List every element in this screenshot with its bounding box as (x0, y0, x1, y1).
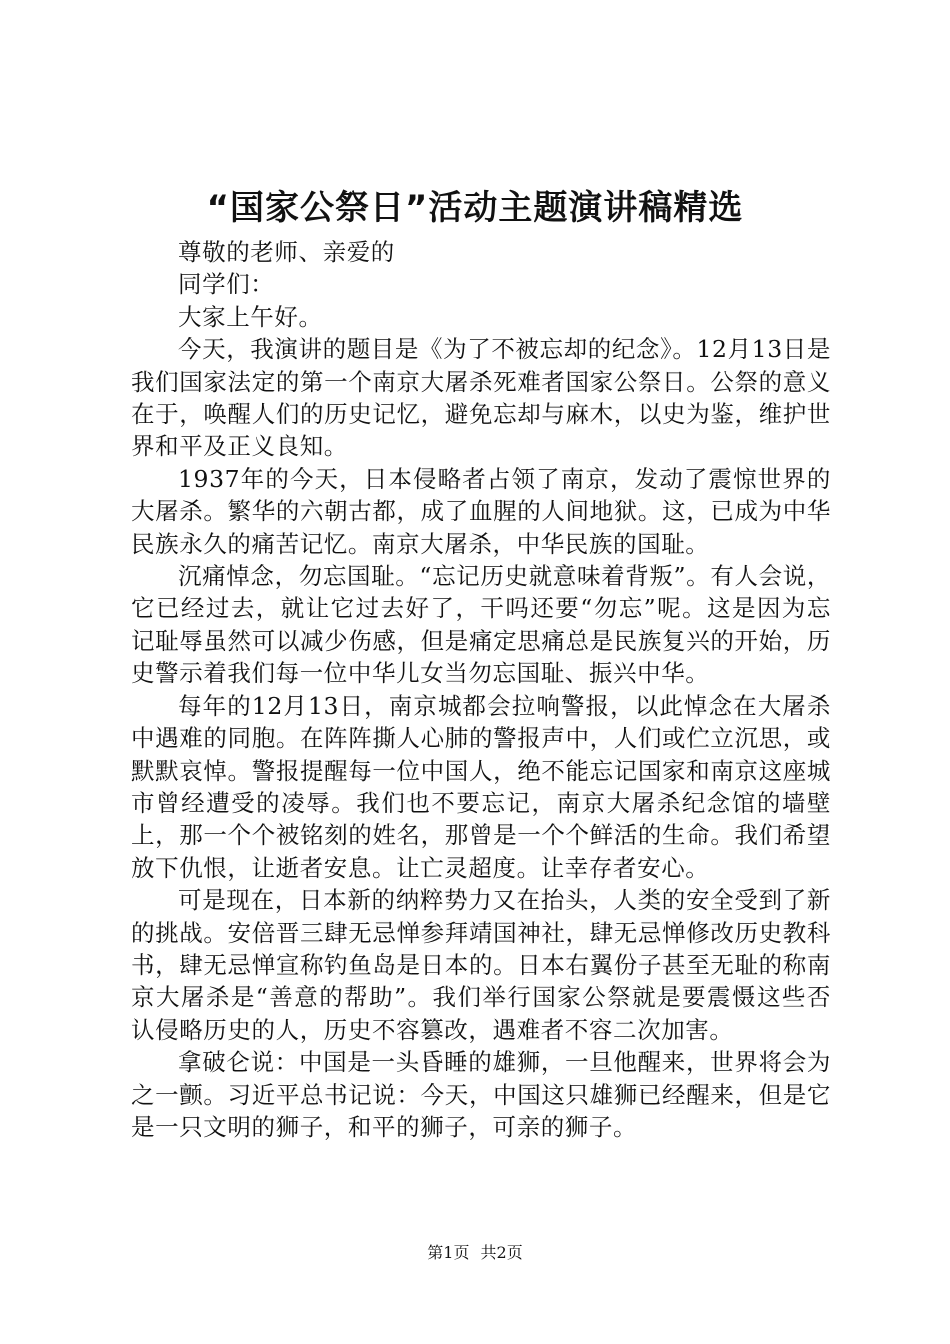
page-footer (0, 1242, 950, 1264)
paragraph-salutation-2: 同学们： (178, 270, 275, 299)
paragraph-lion: 拿破仑说：中国是一头昏睡的雄狮，一旦他醒来，世界将会为之一颤。习近平总书记说：今天，中国这只雄狮已经醒来，但是它是一只文明的狮子，和平的狮子，可亲的狮子。 (131, 1048, 831, 1141)
paragraph-challenge: 可是现在，日本新的纳粹势力又在抬头，人类的安全受到了新的挑战。安倍晋三肆无忌惮参拜靖国神社，肆无忌惮修改历史教科书，肆无忌惮宣称钓鱼岛是日本的。日本右翼份子甚至无耻的称南京大屠杀是“善意的帮助”。我们举行国家公祭就是要震慑这些否认侵略历史的人，历史不容篡改，遇难者不容二次加害。 (131, 886, 831, 1044)
paragraph-greeting: 大家上午好。 (178, 302, 323, 331)
page-total: 共2页 (480, 1243, 523, 1262)
page-number: 第1页 (427, 1243, 470, 1262)
paragraph-remember: 沉痛悼念，勿忘国耻。“忘记历史就意味着背叛”。有人会说，它已经过去，就让它过去好了，干吗还要“勿忘”呢。这是因为忘记耻辱虽然可以减少伤感，但是痛定思痛总是民族复兴的开始，历史警示着我们每一位中华儿女当勿忘国耻、振兴中华。 (131, 562, 831, 688)
paragraph-1937: 1937年的今天，日本侵略者占领了南京，发动了震惊世界的大屠杀。繁华的六朝古都，成了血腥的人间地狱。这，已成为中华民族永久的痛苦记忆。南京大屠杀，中华民族的国耻。 (131, 464, 831, 558)
paragraph-intro: 今天，我演讲的题目是《为了不被忘却的纪念》。12月13日是我们国家法定的第一个南京大屠杀死难者国家公祭日。公祭的意义在于，唤醒人们的历史记忆，避免忘却与麻木，以史为鉴，维护世界和平及正义良知。 (131, 335, 831, 461)
document-body (131, 236, 831, 1143)
document-title: “国家公祭日”活动主题演讲稿精选 (206, 188, 744, 228)
paragraph-alarm: 每年的12月13日，南京城都会拉响警报，以此悼念在大屠杀中遇难的同胞。在阵阵撕人心肺的警报声中，人们或伫立沉思，或默默哀悼。警报提醒每一位中国人，绝不能忘记国家和南京这座城市曾经遭受的凌辱。我们也不要忘记，南京大屠杀纪念馆的墙壁上，那一个个被铭刻的姓名，那曾是一个个鲜活的生命。我们希望放下仇恨，让逝者安息。让亡灵超度。让幸存者安心。 (131, 691, 831, 882)
paragraph-salutation-1: 尊敬的老师、亲爱的 (178, 238, 395, 266)
